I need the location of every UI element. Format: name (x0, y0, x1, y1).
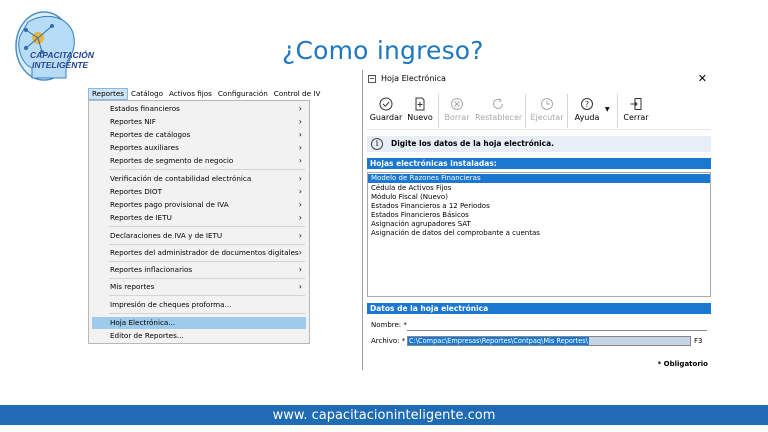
info-icon: i (371, 138, 383, 150)
menu-item-reportes-diot[interactable] (92, 186, 306, 198)
list-item[interactable]: Asignación agrupadores SAT (371, 220, 471, 228)
nuevo-label: Nuevo (407, 113, 433, 122)
reportes-dropdown (88, 100, 310, 344)
menu-bar (88, 88, 321, 100)
dialog-title-bar (363, 70, 713, 88)
menu-item-segmento-negocio[interactable] (92, 155, 306, 167)
menu-item-mis-reportes[interactable] (92, 281, 306, 293)
toolbar-separator (525, 94, 526, 128)
ayuda-label: Ayuda (574, 113, 600, 122)
menu-item-estados-financieros[interactable] (92, 103, 306, 115)
restablecer-label: Restablecer (475, 113, 523, 122)
menu-item-reportes-ietu[interactable] (92, 212, 306, 224)
nuevo-button[interactable] (405, 92, 435, 130)
new-document-icon (413, 97, 427, 111)
menubar-catalogo[interactable]: Catálogo (131, 89, 163, 98)
menu-item-reportes-nif[interactable] (92, 116, 306, 128)
menu-item-pago-provisional-iva[interactable] (92, 199, 306, 211)
info-banner (367, 136, 711, 152)
chevron-right-icon: › (298, 265, 302, 274)
menubar-control-iva[interactable]: Control de IV (273, 89, 321, 98)
chevron-right-icon: › (298, 117, 302, 126)
menu-item-reportes-auxiliares[interactable] (92, 142, 306, 154)
menu-item-label: Reportes de segmento de negocio (110, 156, 234, 165)
slide-title: ¿Como ingreso? (282, 36, 484, 65)
menu-item-label: Declaraciones de IVA y de IETU (110, 231, 223, 240)
ayuda-button[interactable] (569, 92, 605, 130)
list-item[interactable]: Estados Financieros Básicos (371, 211, 469, 219)
menubar-reportes[interactable]: Reportes (88, 88, 128, 100)
menu-item-declaraciones[interactable] (92, 230, 306, 242)
sheet-data-header: Datos de la hoja electrónica (367, 303, 711, 314)
reportes-menu-screenshot (88, 88, 321, 344)
check-circle-icon (379, 97, 393, 111)
menu-separator (109, 226, 305, 227)
chevron-right-icon: › (298, 248, 302, 257)
menu-item-label: Reportes auxiliares (110, 143, 179, 152)
chevron-right-icon: › (298, 187, 302, 196)
refresh-icon (491, 97, 505, 111)
list-item[interactable]: Estados Financieros a 12 Periodos (371, 202, 490, 210)
menu-item-label: Verificación de contabilidad electrónica (110, 174, 252, 183)
help-icon (580, 97, 594, 111)
menu-item-impresion-cheques[interactable] (92, 299, 306, 311)
cerrar-button[interactable] (621, 92, 651, 130)
chevron-right-icon: › (298, 174, 302, 183)
list-item[interactable]: Asignación de datos del comprobante a cuentas (371, 229, 540, 237)
borrar-button[interactable] (441, 92, 473, 130)
menu-item-label: Reportes del administrador de documentos digitales (110, 248, 299, 257)
hoja-electronica-dialog (362, 70, 712, 370)
dialog-title: Hoja Electrónica (381, 74, 446, 83)
menu-item-label: Reportes inflacionarios (110, 265, 193, 274)
installed-sheets-header: Hojas electrónicas instaladas: (367, 158, 711, 169)
footer-website: www. capacitacioninteligente.com (272, 408, 496, 423)
delete-icon (450, 97, 464, 111)
menu-item-label: Mis reportes (110, 282, 155, 291)
menu-item-label: Reportes de catálogos (110, 130, 191, 139)
menu-item-reportes-inflacionarios[interactable] (92, 264, 306, 276)
menu-item-admin-documentos[interactable] (92, 247, 306, 259)
menu-item-label: Editor de Reportes... (110, 331, 184, 340)
menu-item-label: Reportes de IETU (110, 213, 172, 222)
menu-separator (109, 244, 305, 245)
menu-item-label: Reportes NIF (110, 117, 156, 126)
installed-sheets-list (367, 172, 711, 297)
menu-separator (109, 169, 305, 170)
list-item[interactable]: Módulo Fiscal (Nuevo) (371, 193, 448, 201)
chevron-right-icon: › (298, 104, 302, 113)
chevron-right-icon: › (298, 156, 302, 165)
window-icon (368, 75, 376, 83)
f3-shortcut-label: F3 (694, 337, 703, 345)
toolbar-separator (617, 94, 618, 128)
menu-separator (109, 295, 305, 296)
chevron-right-icon: › (298, 200, 302, 209)
exit-door-icon (629, 97, 643, 111)
menu-item-verificacion-contabilidad[interactable] (92, 173, 306, 185)
archivo-input[interactable] (407, 336, 691, 346)
restablecer-button[interactable] (475, 92, 521, 130)
list-item[interactable]: Modelo de Razones Financieras (368, 174, 710, 183)
logo-line-1: CAPACITACIÓN (30, 50, 94, 60)
chevron-right-icon: › (298, 231, 302, 240)
company-logo (8, 8, 104, 86)
toolbar-separator (438, 94, 439, 128)
clock-icon (540, 97, 554, 111)
info-text: Digite los datos de la hoja electrónica. (391, 139, 554, 148)
chevron-right-icon: › (298, 130, 302, 139)
chevron-right-icon: › (298, 143, 302, 152)
menubar-configuracion[interactable]: Configuración (217, 89, 268, 98)
menu-separator (109, 261, 305, 262)
guardar-label: Guardar (369, 113, 403, 122)
menu-item-hoja-electronica[interactable] (92, 317, 306, 329)
menubar-activos-fijos[interactable]: Activos fijos (169, 89, 212, 98)
ejecutar-label: Ejecutar (530, 113, 564, 122)
borrar-label: Borrar (444, 113, 470, 122)
toolbar-separator (567, 94, 568, 128)
menu-item-label: Hoja Electrónica... (110, 318, 176, 327)
list-item[interactable]: Cédula de Activos Fijos (371, 184, 452, 192)
archivo-path-value: C:\Compac\Empresas\Reportes\Contpaq\Mis Reportes\ (409, 337, 588, 345)
logo-line-2: INTELIGENTE (32, 60, 89, 70)
cerrar-label: Cerrar (623, 113, 649, 122)
guardar-button[interactable] (369, 92, 403, 130)
chevron-right-icon: › (298, 282, 302, 291)
menu-separator (109, 278, 305, 279)
required-note: * Obligatorio (657, 360, 708, 368)
chevron-right-icon: › (298, 213, 302, 222)
nombre-input[interactable] (407, 323, 707, 331)
ejecutar-button[interactable] (529, 92, 565, 130)
menu-item-reportes-catalogos[interactable] (92, 129, 306, 141)
dialog-toolbar (367, 92, 711, 130)
archivo-label: Archivo: * (371, 337, 406, 345)
footer-bar (0, 405, 768, 425)
menu-item-label: Reportes pago provisional de IVA (110, 200, 229, 209)
close-icon[interactable]: ✕ (697, 72, 707, 85)
svg-text:?: ? (584, 100, 590, 109)
menu-item-label: Estados financieros (110, 104, 180, 113)
menu-item-editor-reportes[interactable] (92, 330, 306, 342)
menu-item-label: Impresión de cheques proforma... (110, 300, 232, 309)
nombre-label: Nombre: * (371, 321, 407, 329)
menu-separator (109, 313, 305, 314)
menu-item-label: Reportes DIOT (110, 187, 162, 196)
chevron-down-icon[interactable]: ▼ (605, 106, 610, 113)
